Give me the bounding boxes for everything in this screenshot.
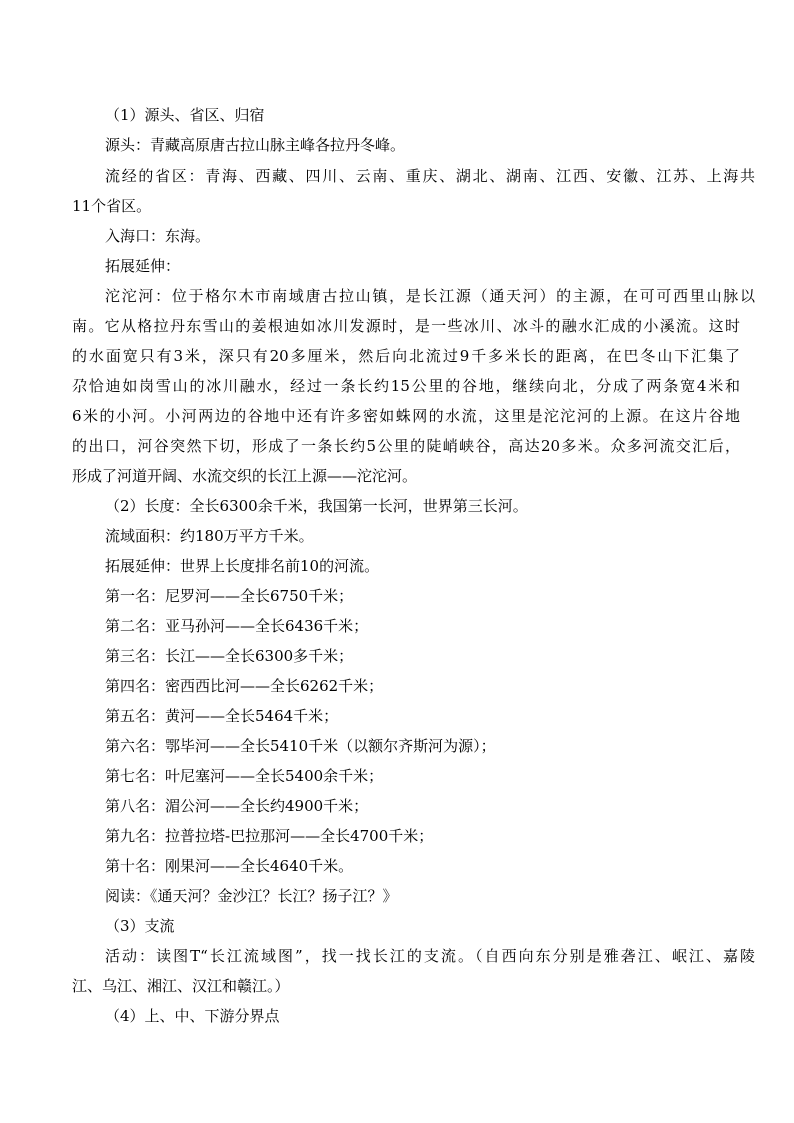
paragraph-tuotuo-line4: 尕恰迪如岗雪山的冰川融水，经过一条长约15公里的谷地，继续向北，分成了两条宽4米和 <box>72 377 740 395</box>
section-heading-boundaries: （4）上、中、下游分界点 <box>105 1007 280 1025</box>
list-item-rank-10: 第十名：刚果河——全长4640千米。 <box>105 857 354 875</box>
section-heading-tributaries: （3）支流 <box>105 917 175 935</box>
paragraph-reading: 阅读：《通天河？金沙江？长江？扬子江？》 <box>105 887 398 905</box>
paragraph-extension-rivers: 拓展延伸：世界上长度排名前10的河流。 <box>105 557 380 575</box>
section-heading-length: （2）长度：全长6300余千米，我国第一长河，世界第三长河。 <box>105 497 528 515</box>
list-item-rank-5: 第五名：黄河——全长5464千米； <box>105 707 339 725</box>
list-item-rank-9: 第九名：拉普拉塔-巴拉那河——全长4700千米； <box>105 827 434 845</box>
paragraph-source: 源头：青藏高原唐古拉山脉主峰各拉丹冬峰。 <box>105 136 406 154</box>
list-item-rank-7: 第七名：叶尼塞河——全长5400余千米； <box>105 767 384 785</box>
paragraph-tuotuo-line2: 南。它从格拉丹东雪山的姜根迪如冰川发源时，是一些冰川、冰斗的融水汇成的小溪流。这时 <box>72 317 740 335</box>
list-item-rank-6: 第六名：鄂毕河——全长5410千米（以额尔齐斯河为源）； <box>105 737 496 755</box>
list-item-rank-3: 第三名：长江——全长6300多千米； <box>105 647 354 665</box>
list-item-rank-4: 第四名：密西西比河——全长6262千米； <box>105 677 384 695</box>
paragraph-tuotuo-line6: 的出口，河谷突然下切，形成了一条长约5公里的陡峭峡谷，高达20多米。众多河流交汇后， <box>72 437 740 455</box>
paragraph-tuotuo-line3: 的水面宽只有3米，深只有20多厘米，然后向北流过9千多米长的距离，在巴冬山下汇集了 <box>72 347 740 365</box>
paragraph-extension-label: 拓展延伸： <box>105 257 181 275</box>
paragraph-activity-line1: 活动：读图T“长江流域图”，找一找长江的支流。（自西向东分别是雅砻江、岷江、嘉陵 <box>105 947 755 965</box>
paragraph-activity-line2: 江、乌江、湘江、汉江和赣江。） <box>72 977 290 995</box>
list-item-rank-1: 第一名：尼罗河——全长6750千米； <box>105 587 354 605</box>
paragraph-tuotuo-line1: 沱沱河：位于格尔木市南域唐古拉山镇，是长江源（通天河）的主源，在可可西里山脉以 <box>105 287 755 305</box>
paragraph-basin-area: 流域面积：约180万平方千米。 <box>105 527 314 545</box>
paragraph-provinces-line1: 流经的省区：青海、西藏、四川、云南、重庆、湖北、湖南、江西、安徽、江苏、上海共 <box>105 167 755 185</box>
list-item-rank-2: 第二名：亚马孙河——全长6436千米； <box>105 617 369 635</box>
paragraph-tuotuo-line7: 形成了河道开阔、水流交织的长江上源——沱沱河。 <box>72 467 418 485</box>
paragraph-tuotuo-line5: 6米的小河。小河两边的谷地中还有许多密如蛛网的水流，这里是沱沱河的上源。在这片谷地 <box>72 407 740 425</box>
paragraph-provinces-line2: 11个省区。 <box>72 197 152 215</box>
list-item-rank-8: 第八名：湄公河——全长约4900千米； <box>105 797 369 815</box>
paragraph-estuary: 入海口：东海。 <box>105 227 211 245</box>
section-heading-source: （1）源头、省区、归宿 <box>105 106 265 124</box>
